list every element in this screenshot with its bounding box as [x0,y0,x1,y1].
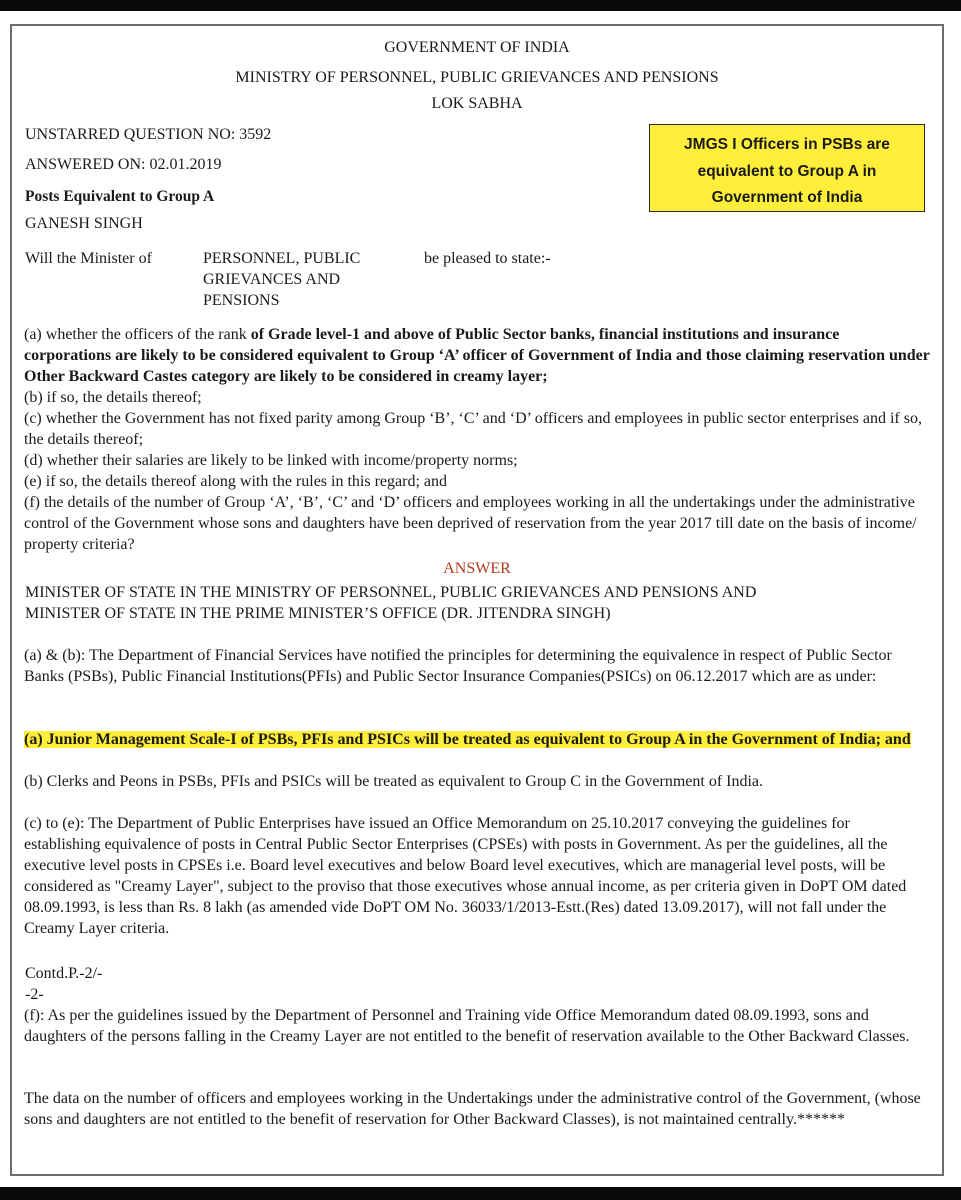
ministry-name-line-2: GRIEVANCES AND [203,271,341,288]
answer-c-to-e: (c) to (e): The Department of Public Enterprises have issued an Office Memorandum on 25.10.2017 conveying the guidelines for establishing equivalence of posts in Central Public Sector Enterprises (CPSEs) with posts in Government. As per the guidelines, all the executive level posts in CPSEs i.e. Board level executives and below Board level executives, which are managerial level posts, will be considered as "Creamy Layer", subject to the proviso that those executives whose annual income, as per criteria given in DoPT OM dated 08.09.1993, is less than Rs. 8 lakh (as amended vide DoPT OM No. 36033/1/2013-Estt.(Res) dated 13.09.2017), will not fall under the Creamy Layer criteria. [24,815,907,937]
answering-minister-line-2: MINISTER OF STATE IN THE PRIME MINISTER’S OFFICE (DR. JITENDRA SINGH) [25,605,611,622]
document-frame [10,24,944,1176]
top-black-bar [0,0,961,11]
ministry-name-line-1: PERSONNEL, PUBLIC [203,250,361,267]
answered-on: ANSWERED ON: 02.01.2019 [25,156,222,173]
answer-f: (f): As per the guidelines issued by the Department of Personnel and Training vide Office Memorandum dated 08.09.1993, sons and daughters of the persons falling in the Creamy Layer are not entitled to the benefit of reservation available to the Other Backward Classes. [24,1007,910,1045]
question-c: (c) whether the Government has not fixed parity among Group ‘B’, ‘C’ and ‘D’ officers and employees in public sector enterprises and if so, the details thereof; [24,410,922,448]
callout-line-2: equivalent to Group A in [697,162,877,180]
member-name: GANESH SINGH [25,215,143,232]
minister-line-suffix: be pleased to state:- [424,250,551,267]
highlight-callout-box [649,124,925,212]
callout-line-1: JMGS I Officers in PSBs are [684,136,890,153]
question-f: (f) the details of the number of Group ‘A’, ‘B’, ‘C’ and ‘D’ officers and employees working in all the undertakings under the administrative control of the Government whose sons and daughters have been deprived of reservation from the year 2017 till date on the basis of income/ property criteria? [24,494,917,553]
answering-minister-line-1: MINISTER OF STATE IN THE MINISTRY OF PERSONNEL, PUBLIC GRIEVANCES AND PENSIONS AND [25,584,757,601]
answer-a-highlight: (a) Junior Management Scale-I of PSBs, PFIs and PSICs will be treated as equivalent to Group A in the Government of India; and [24,731,911,748]
header-house: LOK SABHA [431,95,523,112]
bottom-black-bar [0,1187,961,1200]
ministry-name-line-3: PENSIONS [203,292,280,309]
answer-a-highlight-block [24,729,930,750]
callout-line-3: Government of India [711,189,863,206]
answer-closing: The data on the number of officers and employees working in the Undertakings under the administrative control of the Government, (whose sons and daughters are not entitled to the benefit of reservation for Other Backward Classes), is not maintained centrally.****** [24,1090,921,1128]
question-a [24,324,930,387]
question-e: (e) if so, the details thereof along with the rules in this regard; and [24,473,447,490]
answer-heading: ANSWER [443,560,511,577]
question-d: (d) whether their salaries are likely to be linked with income/property norms; [24,452,518,469]
continued-marker: Contd.P.-2/- [25,965,103,982]
question-b: (b) if so, the details thereof; [24,389,202,406]
question-subject: Posts Equivalent to Group A [25,188,215,205]
answer-a-b-intro: (a) & (b): The Department of Financial Services have notified the principles for determining the equivalence in respect of Public Sector Banks (PSBs), Public Financial Institutions(PFIs) and Public Sector Insurance Companies(PSICs) on 06.12.2017 which are as under: [24,647,892,685]
answer-b-line: (b) Clerks and Peons in PSBs, PFIs and PSICs will be treated as equivalent to Group C in the Government of India. [24,773,764,790]
header-ministry: MINISTRY OF PERSONNEL, PUBLIC GRIEVANCES AND PENSIONS [235,69,719,86]
header-government: GOVERNMENT OF INDIA [384,39,570,56]
question-a-text: (a) whether the officers of the rank [24,326,251,343]
page-two-marker: -2- [25,986,44,1003]
question-a-bold: of Grade level-1 and above of Public Sector banks, financial institutions and insurance corporations are likely to be considered equivalent to Group ‘A’ officer of Government of India and those claiming reservation under Other Backward Castes category are likely to be considered in creamy layer; [24,326,930,385]
minister-line-prefix: Will the Minister of [25,250,152,267]
question-number: UNSTARRED QUESTION NO: 3592 [25,126,272,143]
